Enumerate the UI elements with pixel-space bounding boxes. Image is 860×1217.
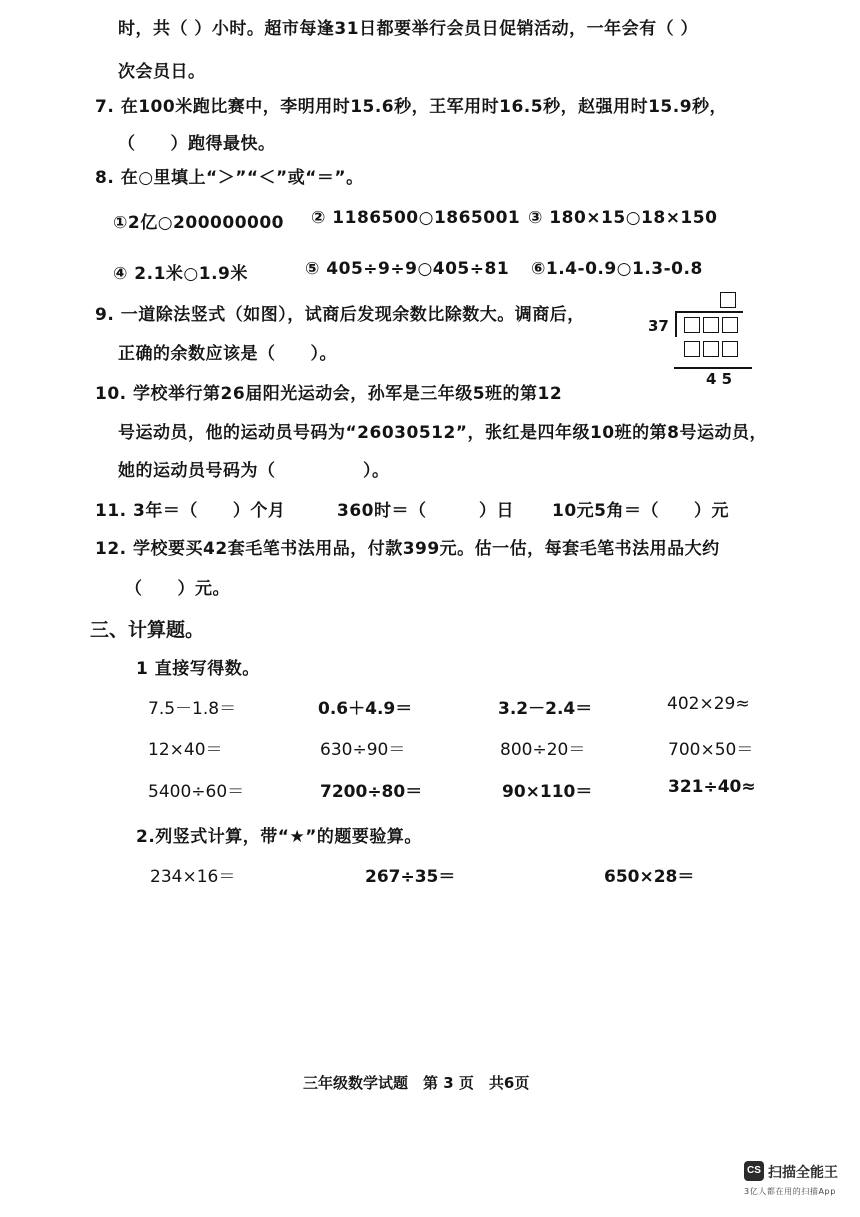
scanner-app-logo [744,1161,844,1205]
calc-2-4: 700×50＝ [668,740,754,760]
logo-tagline: 3亿人都在用的扫描App [744,1187,836,1196]
q12-line2: （ ）元。 [125,579,230,599]
q8-item-2: ② 1186500○1865001 [311,208,521,228]
q11-part-b: 360时＝（ ）日 [337,501,514,521]
q9-line2: 正确的余数应该是（ ）。 [118,344,337,364]
q8-item-5: ⑤ 405÷9÷9○405÷81 [305,259,510,279]
calc-1-4: 402×29≈ [667,694,750,714]
calc-3-2: 7200÷80＝ [320,782,423,802]
q11-part-a: 11. 3年＝（ ）个月 [95,501,286,521]
q12-line1: 12. 学校要买42套毛笔书法用品，付款399元。估一估，每套毛笔书法用品大约 [95,539,720,559]
product-box-2 [703,341,719,357]
q8-item-1: ①2亿○200000000 [113,213,285,233]
calc-1-1: 7.5－1.8＝ [148,699,237,719]
dividend-box-3 [722,317,738,333]
division-bar [675,311,743,313]
subtraction-line [674,367,752,369]
product-box-3 [722,341,738,357]
q10-line3: 她的运动员号码为（ ）。 [118,461,390,481]
q7-line2: （ ）跑得最快。 [118,134,276,154]
q7-line1: 7. 在100米跑比赛中，李明用时15.6秒，王军用时16.5秒，赵强用时15.9秒， [95,97,728,117]
logo-name: 扫描全能王 [768,1165,838,1181]
dividend-box-2 [703,317,719,333]
divisor-label: 37 [648,317,669,335]
q8-item-6: ⑥1.4-0.9○1.3-0.8 [531,259,703,279]
calc-3-3: 90×110＝ [502,782,593,802]
vertical-calc-2: 267÷35＝ [365,867,456,887]
vertical-calc-1: 234×16＝ [150,867,236,887]
calc-2-2: 630÷90＝ [320,740,406,760]
q10-line2: 号运动员，他的运动员号码为“26030512”，张红是四年级10班的第8号运动员， [118,423,767,443]
calc-2-1: 12×40＝ [148,740,223,760]
subsection-1-title: 1 直接写得数。 [136,659,260,679]
long-division-diagram [648,290,758,390]
remainder-label: 4 5 [706,370,733,388]
dividend-box-1 [684,317,700,333]
q9-line1: 9. 一道除法竖式（如图），试商后发现余数比除数大。调商后， [95,305,585,325]
q10-line1: 10. 学校举行第26届阳光运动会，孙军是三年级5班的第12 [95,384,563,404]
product-box-1 [684,341,700,357]
q8-item-3: ③ 180×15○18×150 [528,208,718,228]
calc-1-3: 3.2－2.4＝ [498,699,593,719]
calc-2-3: 800÷20＝ [500,740,586,760]
calc-3-4: 321÷40≈ [668,777,756,797]
quotient-box [720,292,736,308]
q6-tail-cont: 次会员日。 [118,62,206,82]
q6-tail-line: 时，共（ ）小时。超市每逢31日都要举行会员日促销活动，一年会有（ ） [118,19,698,39]
page-footer: 三年级数学试题 第 3 页 共6页 [303,1074,530,1092]
subsection-2-title: 2.列竖式计算，带“★”的题要验算。 [136,827,422,847]
q8-title: 8. 在○里填上“＞”“＜”或“＝”。 [95,168,364,188]
section-3-title: 三、计算题。 [90,619,205,641]
q8-item-4: ④ 2.1米○1.9米 [113,264,248,284]
calc-3-1: 5400÷60＝ [148,782,245,802]
q11-part-c: 10元5角＝（ ）元 [552,501,729,521]
vertical-calc-3: 650×28＝ [604,867,695,887]
division-bracket [675,311,677,337]
calc-1-2: 0.6＋4.9＝ [318,699,413,719]
cs-logo-icon: CS [744,1161,764,1181]
